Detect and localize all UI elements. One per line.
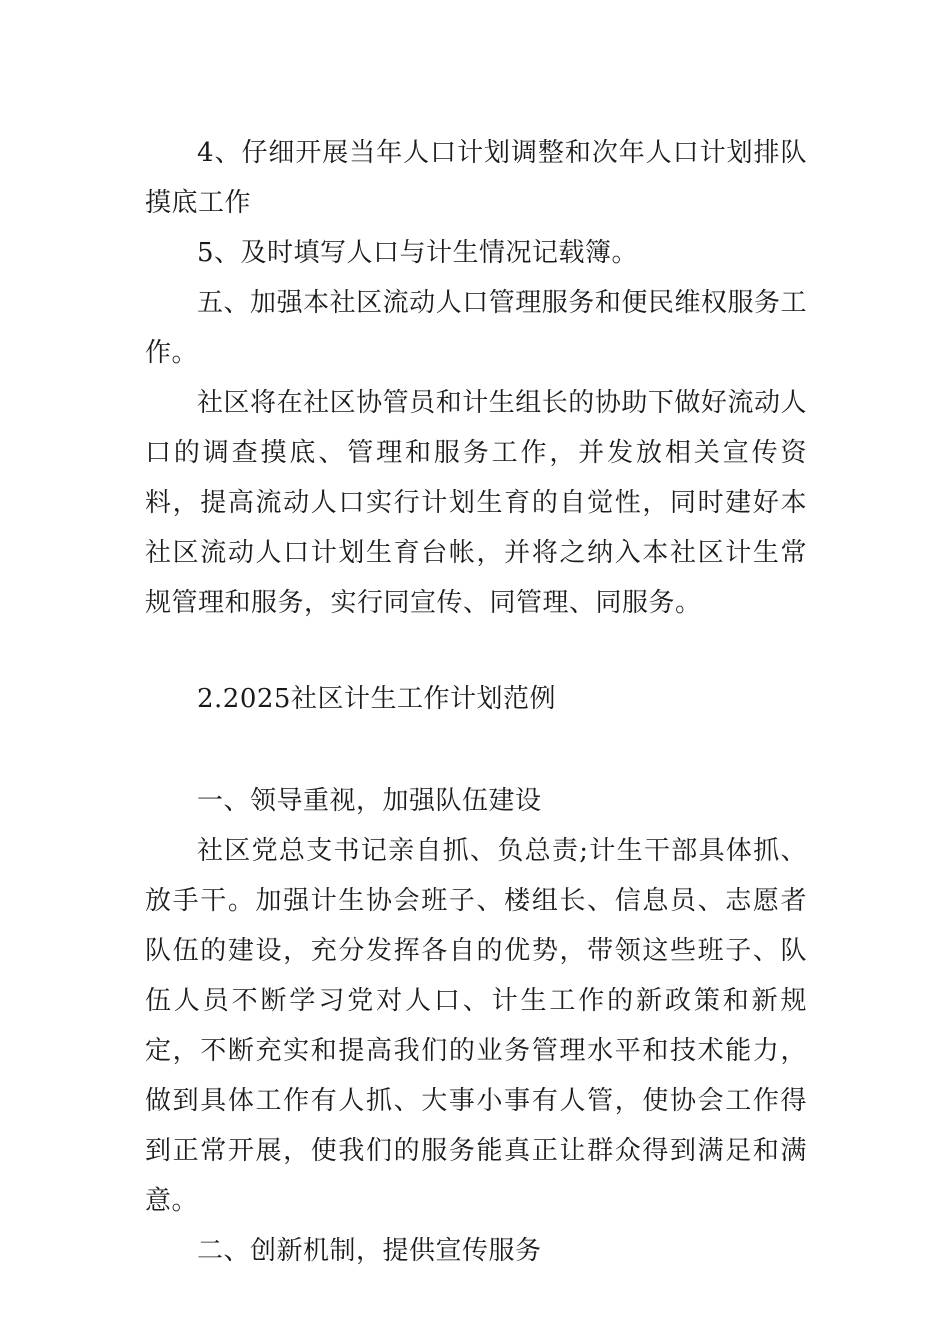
paragraph-item-4: 4、仔细开展当年人口计划调整和次年人口计划排队摸底工作 [145, 138, 807, 218]
section-title: 2.2025社区计生工作计划范例 [197, 684, 556, 714]
paragraph-section-5-heading: 五、加强本社区流动人口管理服务和便民维权服务工作。 [145, 288, 807, 368]
spacer [145, 628, 807, 674]
spacer [145, 724, 807, 776]
paragraph-leadership-body: 社区党总支书记亲自抓、负总责;计生干部具体抓、放手干。加强计生协会班子、楼组长、信息员、志愿者队伍的建设，充分发挥各自的优势，带领这些班子、队伍人员不断学习党对人口、计生工作的新政策和新规定，不断充实和提高我们的业务管理水平和技术能力，做到具体工作有人抓、大事小事有人管，使协会工作得到正常开展，使我们的服务能真正让群众得到满足和满意。 [145, 836, 807, 1216]
paragraph-item-5: 5、及时填写人口与计生情况记载簿。 [197, 238, 639, 268]
heading-innovation: 二、创新机制，提供宣传服务 [197, 1236, 542, 1266]
document-body [145, 128, 807, 1276]
heading-leadership: 一、领导重视，加强队伍建设 [197, 786, 542, 816]
paragraph-community-floating-population: 社区将在社区协管员和计生组长的协助下做好流动人口的调查摸底、管理和服务工作，并发放相关宣传资料，提高流动人口实行计划生育的自觉性，同时建好本社区流动人口计划生育台帐，并将之纳入本社区计生常规管理和服务，实行同宣传、同管理、同服务。 [145, 388, 807, 618]
